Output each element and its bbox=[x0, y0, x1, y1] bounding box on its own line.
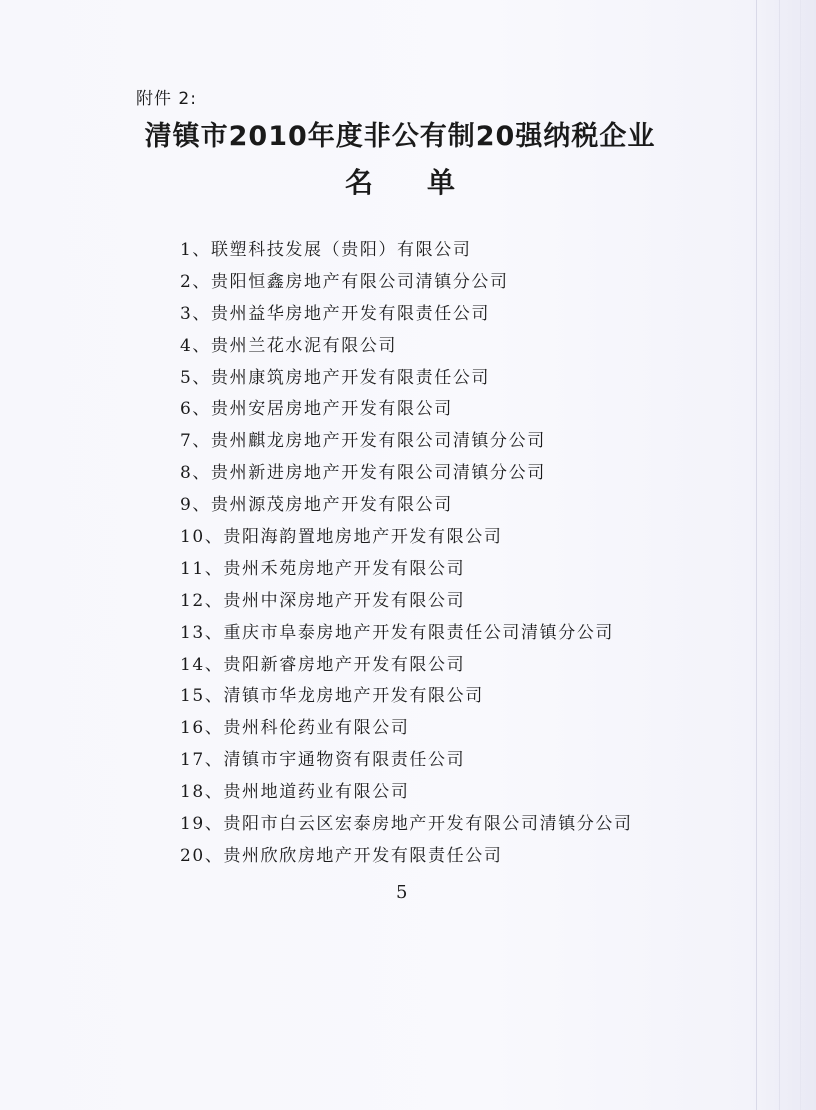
document-subtitle: 名单 bbox=[344, 166, 509, 199]
page-edge-line bbox=[800, 0, 801, 1110]
document-title: 清镇市2010年度非公有制20强纳税企业 bbox=[144, 121, 656, 152]
company-name: 贵州康筑房地产开发有限责任公司 bbox=[211, 367, 491, 388]
item-number: 20、 bbox=[180, 845, 224, 866]
item-number: 11、 bbox=[180, 558, 224, 579]
company-name: 贵州益华房地产开发有限责任公司 bbox=[211, 303, 491, 324]
page-edge-line bbox=[779, 0, 780, 1110]
page-number: 5 bbox=[396, 882, 408, 903]
company-name: 贵州科伦药业有限公司 bbox=[223, 718, 410, 739]
item-number: 7、 bbox=[180, 431, 212, 452]
item-number: 10、 bbox=[180, 527, 224, 548]
company-name: 贵阳新睿房地产开发有限公司 bbox=[223, 654, 466, 675]
attachment-label: 附件 2: bbox=[136, 89, 197, 109]
company-name: 贵阳恒鑫房地产有限公司清镇分公司 bbox=[211, 271, 509, 292]
list-item bbox=[180, 394, 633, 426]
item-number: 2、 bbox=[180, 271, 212, 292]
list-item bbox=[180, 490, 633, 522]
list-item bbox=[180, 650, 633, 682]
list-item bbox=[180, 841, 633, 873]
item-number: 14、 bbox=[180, 654, 224, 675]
company-name: 贵州源茂房地产开发有限公司 bbox=[211, 495, 453, 516]
list-item bbox=[180, 522, 633, 554]
item-number: 15、 bbox=[180, 686, 224, 707]
company-name: 贵州兰花水泥有限公司 bbox=[211, 335, 398, 356]
list-item bbox=[180, 235, 633, 267]
list-item bbox=[180, 363, 633, 395]
list-item bbox=[180, 586, 633, 618]
list-item bbox=[180, 809, 633, 841]
item-number: 16、 bbox=[180, 718, 224, 739]
company-name: 联塑科技发展（贵阳）有限公司 bbox=[211, 240, 472, 260]
list-item bbox=[180, 618, 633, 650]
item-number: 8、 bbox=[180, 463, 212, 484]
list-item bbox=[180, 331, 633, 363]
item-number: 3、 bbox=[180, 303, 212, 324]
item-number: 19、 bbox=[180, 814, 224, 835]
list-item bbox=[180, 713, 633, 745]
company-name: 贵阳市白云区宏泰房地产开发有限公司清镇分公司 bbox=[223, 814, 633, 835]
list-item bbox=[180, 745, 633, 777]
company-name: 贵州麒龙房地产开发有限公司清镇分公司 bbox=[211, 431, 546, 452]
page-edge-line bbox=[756, 0, 757, 1110]
item-number: 1、 bbox=[180, 240, 212, 260]
item-number: 17、 bbox=[180, 750, 224, 771]
company-name: 重庆市阜泰房地产开发有限责任公司清镇分公司 bbox=[223, 622, 615, 643]
list-item bbox=[180, 681, 633, 713]
item-number: 9、 bbox=[180, 495, 212, 516]
company-name: 清镇市华龙房地产开发有限公司 bbox=[223, 686, 484, 707]
list-item bbox=[180, 426, 633, 458]
item-number: 5、 bbox=[180, 367, 212, 388]
company-name: 贵州新进房地产开发有限公司清镇分公司 bbox=[211, 463, 546, 484]
item-number: 13、 bbox=[180, 622, 224, 643]
list-item bbox=[180, 267, 633, 299]
list-item bbox=[180, 554, 633, 586]
item-number: 18、 bbox=[180, 782, 224, 803]
company-name: 贵州禾苑房地产开发有限公司 bbox=[223, 558, 466, 579]
list-item bbox=[180, 458, 633, 490]
company-name: 贵阳海韵置地房地产开发有限公司 bbox=[223, 527, 503, 548]
company-name: 贵州安居房地产开发有限公司 bbox=[211, 399, 453, 420]
company-name: 清镇市宇通物资有限责任公司 bbox=[223, 750, 466, 771]
company-list bbox=[180, 235, 633, 873]
list-item bbox=[180, 299, 633, 331]
company-name: 贵州欣欣房地产开发有限责任公司 bbox=[223, 845, 503, 866]
list-item bbox=[180, 777, 633, 809]
company-name: 贵州中深房地产开发有限公司 bbox=[223, 590, 466, 611]
company-name: 贵州地道药业有限公司 bbox=[223, 782, 410, 803]
item-number: 4、 bbox=[180, 335, 212, 356]
item-number: 6、 bbox=[180, 399, 212, 420]
item-number: 12、 bbox=[180, 590, 224, 611]
